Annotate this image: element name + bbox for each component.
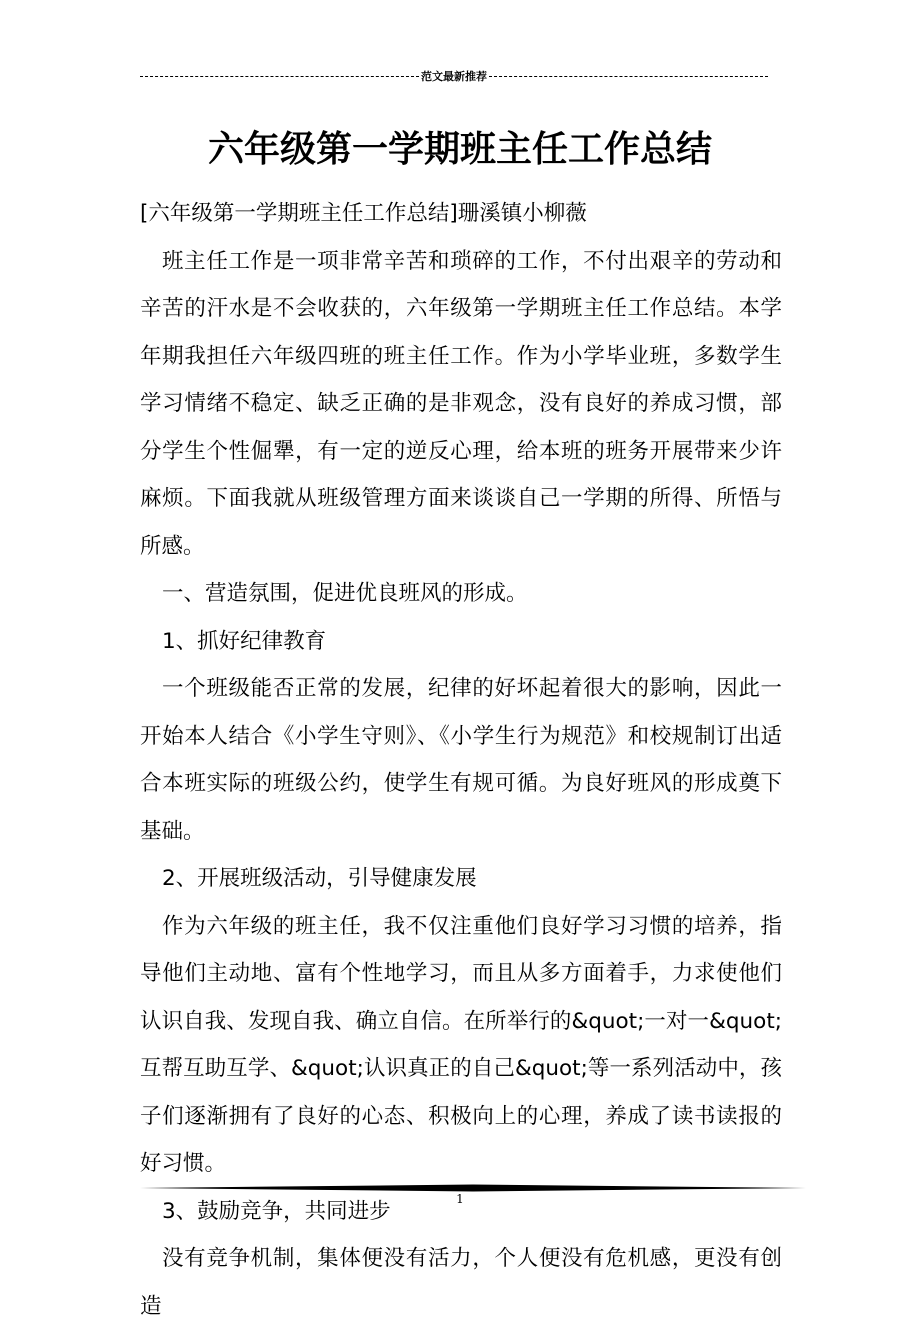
page-number: 1 — [456, 1192, 464, 1206]
section-heading: 一、营造氛围，促进优良班风的形成。 — [162, 581, 528, 606]
header-dash-right — [489, 76, 768, 77]
paragraph: 没有竞争机制，集体便没有活力，个人便没有危机感，更没有创造 — [140, 1246, 782, 1319]
subsection-heading: 3、鼓励竞争，共同进步 — [162, 1198, 391, 1224]
document-title: 六年级第一学期班主任工作总结 — [207, 129, 712, 170]
page-header — [140, 68, 768, 84]
paragraph: 作为六年级的班主任，我不仅注重他们良好学习习惯的培养，指导他们主动地、富有个性地学习，而且从多方面着手，力求使他们认识自我、发现自我、确立自信。在所举行的&quot;一对一&quot;互帮互助互学、&quot;认识真正的自己&quot;等一系列活动中，孩子们逐渐拥有了良好的心态、积极向上的心理，养成了读书读报的好习惯。 — [140, 913, 782, 1176]
document-body — [140, 190, 782, 1330]
subtitle-line: [六年级第一学期班主任工作总结]珊溪镇小柳薇 — [140, 201, 587, 226]
footer-divider — [140, 1184, 806, 1192]
header-dash-left — [140, 76, 419, 77]
paragraph: 一个班级能否正常的发展，纪律的好坏起着很大的影响，因此一开始本人结合《小学生守则》、《小学生行为规范》和校规制订出适合本班实际的班级公约，使学生有规可循。为良好班风的形成奠下基础。 — [140, 676, 782, 844]
subsection-heading: 1、抓好纪律教育 — [162, 628, 327, 654]
subsection-heading: 2、开展班级活动，引导健康发展 — [162, 866, 477, 891]
header-text: 范文最新推荐 — [421, 70, 487, 83]
paragraph: 班主任工作是一项非常辛苦和琐碎的工作，不付出艰辛的劳动和辛苦的汗水是不会收获的，六年级第一学期班主任工作总结。本学年期我担任六年级四班的班主任工作。作为小学毕业班，多数学生学习情绪不稳定、缺乏正确的是非观念，没有良好的养成习惯，部分学生个性倔犟，有一定的逆反心理，给本班的班务开展带来少许麻烦。下面我就从班级管理方面来谈谈自己一学期的所得、所悟与所感。 — [140, 248, 782, 559]
